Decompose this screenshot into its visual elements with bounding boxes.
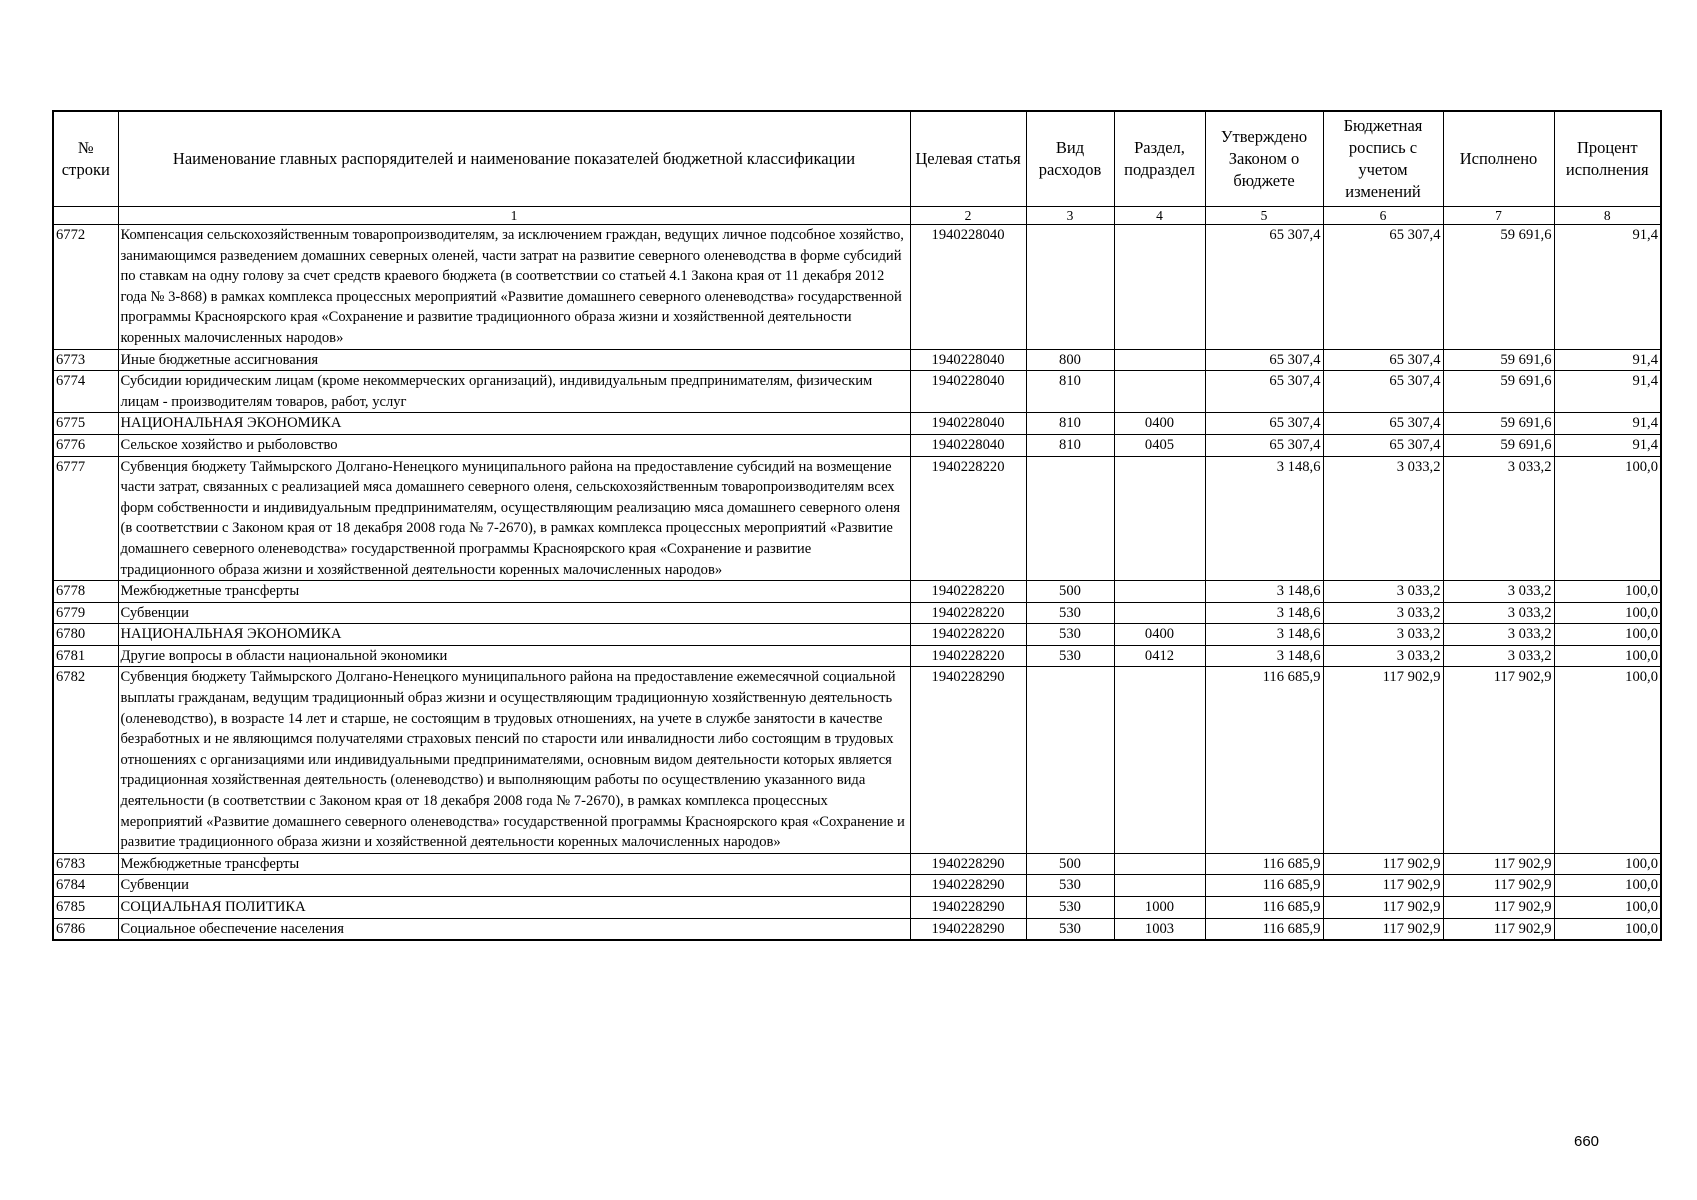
approved-cell: 3 148,6	[1205, 645, 1323, 667]
row-number-cell: 6781	[53, 645, 118, 667]
row-number-cell: 6777	[53, 456, 118, 581]
executed-cell: 117 902,9	[1443, 875, 1554, 897]
table-body	[53, 225, 1661, 941]
row-number-cell: 6776	[53, 434, 118, 456]
executed-cell: 3 033,2	[1443, 645, 1554, 667]
section-cell: 0405	[1114, 434, 1205, 456]
executed-cell: 59 691,6	[1443, 349, 1554, 371]
row-number-cell: 6782	[53, 667, 118, 853]
approved-cell: 65 307,4	[1205, 349, 1323, 371]
section-cell	[1114, 853, 1205, 875]
budget-schedule-cell: 65 307,4	[1323, 413, 1443, 435]
budget-schedule-cell: 3 033,2	[1323, 624, 1443, 646]
header-percent: Процент исполнения	[1554, 111, 1661, 207]
table-row	[53, 624, 1661, 646]
executed-cell: 3 033,2	[1443, 581, 1554, 603]
row-number-cell: 6780	[53, 624, 118, 646]
expense-type-cell: 500	[1026, 581, 1114, 603]
section-cell: 0412	[1114, 645, 1205, 667]
column-number: 2	[910, 207, 1026, 225]
column-number-row	[53, 207, 1661, 225]
row-name-cell: Иные бюджетные ассигнования	[118, 349, 910, 371]
row-number-cell: 6778	[53, 581, 118, 603]
table-row	[53, 456, 1661, 581]
approved-cell: 65 307,4	[1205, 434, 1323, 456]
header-row	[53, 111, 1661, 207]
approved-cell: 65 307,4	[1205, 225, 1323, 350]
section-cell	[1114, 349, 1205, 371]
budget-schedule-cell: 117 902,9	[1323, 853, 1443, 875]
executed-cell: 3 033,2	[1443, 456, 1554, 581]
approved-cell: 3 148,6	[1205, 602, 1323, 624]
section-cell	[1114, 456, 1205, 581]
percent-cell: 91,4	[1554, 225, 1661, 350]
row-number-cell: 6772	[53, 225, 118, 350]
section-cell: 1003	[1114, 918, 1205, 940]
target-article-cell: 1940228290	[910, 875, 1026, 897]
row-number-cell: 6775	[53, 413, 118, 435]
budget-schedule-cell: 65 307,4	[1323, 349, 1443, 371]
expense-type-cell: 530	[1026, 602, 1114, 624]
target-article-cell: 1940228220	[910, 602, 1026, 624]
row-name-cell: Социальное обеспечение населения	[118, 918, 910, 940]
row-number-cell: 6786	[53, 918, 118, 940]
section-cell	[1114, 667, 1205, 853]
row-name-cell: Межбюджетные трансферты	[118, 581, 910, 603]
column-number-blank	[53, 207, 118, 225]
target-article-cell: 1940228290	[910, 918, 1026, 940]
header-expense-type: Вид расходов	[1026, 111, 1114, 207]
percent-cell: 100,0	[1554, 667, 1661, 853]
section-cell	[1114, 875, 1205, 897]
table-row	[53, 918, 1661, 940]
table-row	[53, 349, 1661, 371]
section-cell	[1114, 602, 1205, 624]
column-number: 1	[118, 207, 910, 225]
percent-cell: 100,0	[1554, 897, 1661, 919]
target-article-cell: 1940228290	[910, 897, 1026, 919]
header-target-article: Целевая статья	[910, 111, 1026, 207]
budget-schedule-cell: 117 902,9	[1323, 918, 1443, 940]
executed-cell: 59 691,6	[1443, 225, 1554, 350]
executed-cell: 3 033,2	[1443, 602, 1554, 624]
header-budget-schedule: Бюджетная роспись с учетом изменений	[1323, 111, 1443, 207]
approved-cell: 116 685,9	[1205, 875, 1323, 897]
row-number-cell: 6785	[53, 897, 118, 919]
target-article-cell: 1940228040	[910, 349, 1026, 371]
row-name-cell: Другие вопросы в области национальной экономики	[118, 645, 910, 667]
expense-type-cell	[1026, 225, 1114, 350]
percent-cell: 100,0	[1554, 456, 1661, 581]
budget-schedule-cell: 65 307,4	[1323, 434, 1443, 456]
row-name-cell: Субвенция бюджету Таймырского Долгано-Ненецкого муниципального района на предоставление субсидий на возмещение части затрат, связанных с реализацией мяса домашнего северного оленя, сельскохозяйственным товаропроизводителям всех форм собственности и индивидуальным предпринимателям, осуществляющим реализацию мяса домашнего северного оленя (в соответствии с Законом края от 18 декабря 2008 года № 7-2670), в рамках комплекса процессных мероприятий «Развитие домашнего северного оленеводства» государственной программы Красноярского края «Сохранение и развитие традиционного образа жизни и хозяйственной деятельности коренных малочисленных народов»	[118, 456, 910, 581]
expense-type-cell: 800	[1026, 349, 1114, 371]
table-row	[53, 667, 1661, 853]
expense-type-cell: 530	[1026, 875, 1114, 897]
budget-schedule-cell: 3 033,2	[1323, 602, 1443, 624]
budget-execution-table	[52, 110, 1662, 941]
target-article-cell: 1940228220	[910, 581, 1026, 603]
row-name-cell: Компенсация сельскохозяйственным товаропроизводителям, за исключением граждан, ведущих личное подсобное хозяйство, занимающимся разведением домашних северных оленей, части затрат на развитие северного оленеводства в форме субсидий по ставкам на одну голову за счет средств краевого бюджета (в соответствии со статьей 4.1 Закона края от 11 декабря 2012 года № 3-868) в рамках комплекса процессных мероприятий «Развитие домашнего северного оленеводства» государственной программы Красноярского края «Сохранение и развитие традиционного образа жизни и хозяйственной деятельности коренных малочисленных народов»	[118, 225, 910, 350]
expense-type-cell: 810	[1026, 413, 1114, 435]
target-article-cell: 1940228040	[910, 413, 1026, 435]
table-row	[53, 875, 1661, 897]
budget-schedule-cell: 65 307,4	[1323, 225, 1443, 350]
section-cell	[1114, 371, 1205, 413]
column-number: 8	[1554, 207, 1661, 225]
executed-cell: 117 902,9	[1443, 918, 1554, 940]
row-name-cell: СОЦИАЛЬНАЯ ПОЛИТИКА	[118, 897, 910, 919]
expense-type-cell: 530	[1026, 897, 1114, 919]
header-name: Наименование главных распорядителей и наименование показателей бюджетной классификации	[118, 111, 910, 207]
target-article-cell: 1940228040	[910, 434, 1026, 456]
budget-schedule-cell: 3 033,2	[1323, 456, 1443, 581]
approved-cell: 116 685,9	[1205, 853, 1323, 875]
row-name-cell: Субсидии юридическим лицам (кроме некоммерческих организаций), индивидуальным предпринимателям, физическим лицам - производителям товаров, работ, услуг	[118, 371, 910, 413]
target-article-cell: 1940228040	[910, 371, 1026, 413]
percent-cell: 100,0	[1554, 918, 1661, 940]
table-row	[53, 581, 1661, 603]
budget-schedule-cell: 117 902,9	[1323, 897, 1443, 919]
percent-cell: 100,0	[1554, 645, 1661, 667]
page-number: 660	[1574, 1133, 1600, 1150]
target-article-cell: 1940228220	[910, 456, 1026, 581]
percent-cell: 100,0	[1554, 624, 1661, 646]
section-cell	[1114, 581, 1205, 603]
percent-cell: 100,0	[1554, 875, 1661, 897]
table-row	[53, 897, 1661, 919]
header-section: Раздел, подраздел	[1114, 111, 1205, 207]
approved-cell: 3 148,6	[1205, 456, 1323, 581]
executed-cell: 59 691,6	[1443, 371, 1554, 413]
target-article-cell: 1940228220	[910, 624, 1026, 646]
column-number: 7	[1443, 207, 1554, 225]
row-number-cell: 6783	[53, 853, 118, 875]
column-number: 6	[1323, 207, 1443, 225]
row-name-cell: Субвенция бюджету Таймырского Долгано-Ненецкого муниципального района на предоставление ежемесячной социальной выплаты гражданам, ведущим традиционный образ жизни и осуществляющим традиционную хозяйственную деятельность (оленеводство), в возрасте 14 лет и старше, не состоящим в трудовых отношениях, на учете в службе занятости в качестве безработных и не являющимся получателями страховых пенсий по старости или инвалидности либо состоящим в трудовых отношениях с организациями или индивидуальными предпринимателями, основным видом деятельности которых является традиционная хозяйственная деятельность (оленеводство) и выполняющим работы по осуществлению указанного вида деятельности (в соответствии с Законом края от 18 декабря 2008 года № 7-2670), в рамках комплекса процессных мероприятий «Развитие домашнего северного оленеводства» государственной программы Красноярского края «Сохранение и развитие традиционного образа жизни и хозяйственной деятельности коренных малочисленных народов»	[118, 667, 910, 853]
table-row	[53, 225, 1661, 350]
section-cell: 1000	[1114, 897, 1205, 919]
executed-cell: 59 691,6	[1443, 434, 1554, 456]
table-row	[53, 434, 1661, 456]
row-number-cell: 6779	[53, 602, 118, 624]
executed-cell: 117 902,9	[1443, 667, 1554, 853]
approved-cell: 116 685,9	[1205, 918, 1323, 940]
target-article-cell: 1940228220	[910, 645, 1026, 667]
expense-type-cell: 530	[1026, 624, 1114, 646]
row-name-cell: Субвенции	[118, 875, 910, 897]
percent-cell: 91,4	[1554, 434, 1661, 456]
expense-type-cell: 530	[1026, 645, 1114, 667]
row-name-cell: Межбюджетные трансферты	[118, 853, 910, 875]
target-article-cell: 1940228040	[910, 225, 1026, 350]
expense-type-cell: 500	[1026, 853, 1114, 875]
header-executed: Исполнено	[1443, 111, 1554, 207]
header-approved: Утверждено Законом о бюджете	[1205, 111, 1323, 207]
approved-cell: 3 148,6	[1205, 624, 1323, 646]
percent-cell: 100,0	[1554, 602, 1661, 624]
budget-schedule-cell: 117 902,9	[1323, 875, 1443, 897]
column-number: 3	[1026, 207, 1114, 225]
expense-type-cell: 810	[1026, 434, 1114, 456]
percent-cell: 91,4	[1554, 413, 1661, 435]
expense-type-cell: 530	[1026, 918, 1114, 940]
table-row	[53, 602, 1661, 624]
row-name-cell: НАЦИОНАЛЬНАЯ ЭКОНОМИКА	[118, 624, 910, 646]
section-cell	[1114, 225, 1205, 350]
target-article-cell: 1940228290	[910, 853, 1026, 875]
row-number-cell: 6774	[53, 371, 118, 413]
approved-cell: 3 148,6	[1205, 581, 1323, 603]
target-article-cell: 1940228290	[910, 667, 1026, 853]
percent-cell: 91,4	[1554, 371, 1661, 413]
budget-schedule-cell: 3 033,2	[1323, 645, 1443, 667]
percent-cell: 91,4	[1554, 349, 1661, 371]
row-number-cell: 6773	[53, 349, 118, 371]
row-name-cell: Сельское хозяйство и рыболовство	[118, 434, 910, 456]
table-row	[53, 853, 1661, 875]
approved-cell: 65 307,4	[1205, 371, 1323, 413]
column-number: 4	[1114, 207, 1205, 225]
budget-schedule-cell: 3 033,2	[1323, 581, 1443, 603]
section-cell: 0400	[1114, 413, 1205, 435]
executed-cell: 59 691,6	[1443, 413, 1554, 435]
executed-cell: 3 033,2	[1443, 624, 1554, 646]
table-row	[53, 413, 1661, 435]
table-row	[53, 645, 1661, 667]
budget-schedule-cell: 117 902,9	[1323, 667, 1443, 853]
row-name-cell: НАЦИОНАЛЬНАЯ ЭКОНОМИКА	[118, 413, 910, 435]
executed-cell: 117 902,9	[1443, 897, 1554, 919]
expense-type-cell	[1026, 456, 1114, 581]
table-row	[53, 371, 1661, 413]
budget-schedule-cell: 65 307,4	[1323, 371, 1443, 413]
percent-cell: 100,0	[1554, 581, 1661, 603]
row-number-cell: 6784	[53, 875, 118, 897]
header-row-no: № строки	[53, 111, 118, 207]
row-name-cell: Субвенции	[118, 602, 910, 624]
percent-cell: 100,0	[1554, 853, 1661, 875]
approved-cell: 65 307,4	[1205, 413, 1323, 435]
approved-cell: 116 685,9	[1205, 897, 1323, 919]
section-cell: 0400	[1114, 624, 1205, 646]
column-number: 5	[1205, 207, 1323, 225]
expense-type-cell: 810	[1026, 371, 1114, 413]
approved-cell: 116 685,9	[1205, 667, 1323, 853]
executed-cell: 117 902,9	[1443, 853, 1554, 875]
expense-type-cell	[1026, 667, 1114, 853]
